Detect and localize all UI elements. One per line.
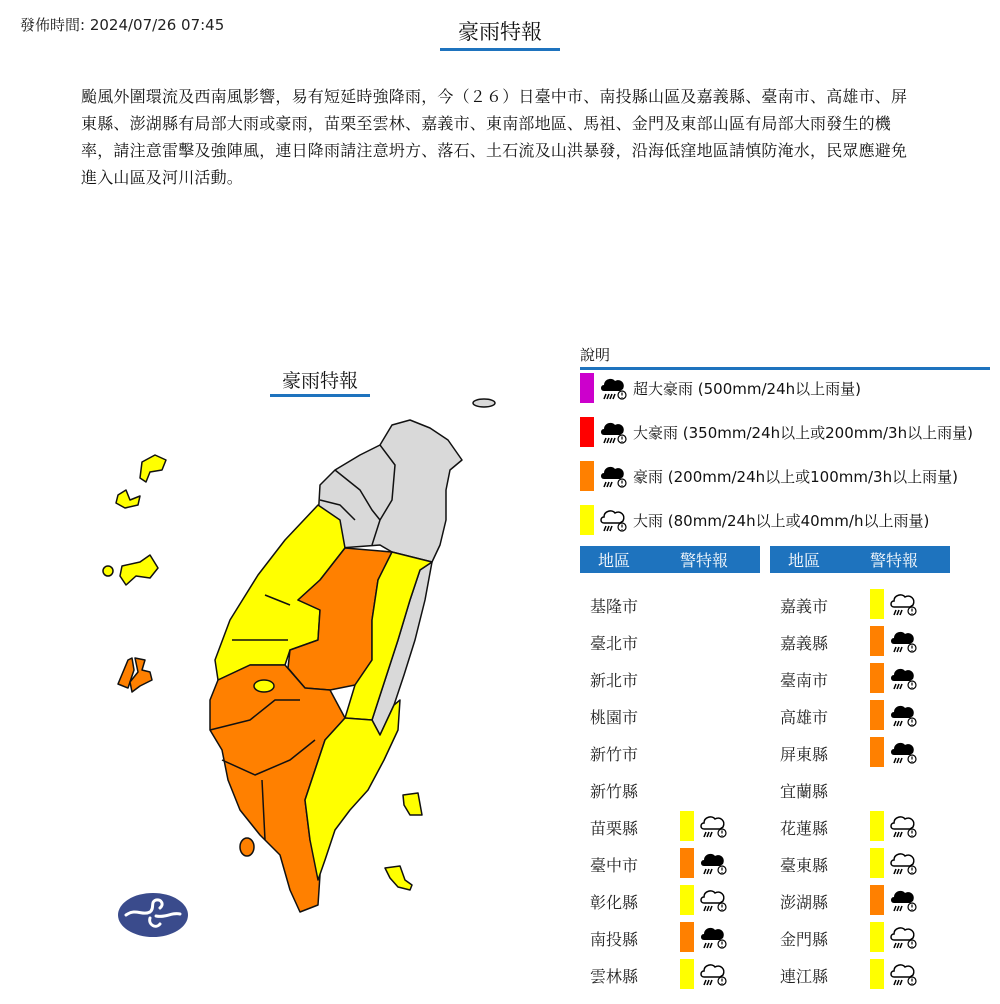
- legend-item-torrential: [580, 417, 973, 447]
- cloud-rain-outline-icon: [888, 589, 918, 619]
- cloud-rain-filled-icon: [888, 700, 918, 730]
- warning-level-swatch: [870, 737, 884, 767]
- region-name: 澎湖縣: [780, 893, 829, 912]
- cloud-rain-filled-icon: [698, 922, 728, 952]
- map-island-orchid: [385, 866, 412, 890]
- map-island-green: [403, 793, 422, 815]
- warning-level-swatch: [680, 848, 694, 878]
- cloud-rain-filled-icon: [698, 848, 728, 878]
- warning-level-swatch: [870, 885, 884, 915]
- table-row: [580, 959, 760, 989]
- header-warning: 警特報: [680, 551, 729, 570]
- warning-level-swatch: [870, 589, 884, 619]
- table-row: [580, 774, 760, 804]
- cloud-rain-outline-icon: [888, 922, 918, 952]
- table-row: [580, 848, 760, 878]
- table-row: [580, 589, 760, 619]
- region-name: 屏東縣: [780, 745, 829, 764]
- region-name: 基隆市: [590, 597, 639, 616]
- map-island-kinmen: [120, 555, 158, 585]
- map-island-matsu-2: [116, 490, 140, 508]
- region-name: 臺南市: [780, 671, 829, 690]
- cloud-rain-outline-icon: [698, 959, 728, 989]
- table-row: [580, 700, 760, 730]
- table-row: [770, 811, 950, 841]
- cloud-rain-outline-icon: [888, 959, 918, 989]
- warning-level-swatch: [870, 663, 884, 693]
- legend-label: 大豪雨 (350mm/24h以上或200mm/3h以上雨量): [633, 423, 973, 442]
- region-name: 臺北市: [590, 634, 639, 653]
- header-region: 地區: [598, 551, 631, 570]
- region-name: 新北市: [590, 671, 639, 690]
- table-row: [770, 700, 950, 730]
- region-name: 南投縣: [590, 930, 639, 949]
- table-header-left: [580, 546, 760, 573]
- cloud-rain-filled-icon: [598, 417, 628, 447]
- table-row: [770, 663, 950, 693]
- table-row: [770, 959, 950, 989]
- warning-level-swatch: [680, 811, 694, 841]
- region-name: 連江縣: [780, 967, 829, 986]
- legend-swatch: [580, 461, 594, 491]
- region-name: 臺東縣: [780, 856, 829, 875]
- legend-swatch: [580, 505, 594, 535]
- legend-swatch: [580, 417, 594, 447]
- table-row: [770, 774, 950, 804]
- cloud-rain-filled-icon: [598, 461, 628, 491]
- region-name: 嘉義市: [780, 597, 829, 616]
- page-title: 豪雨特報: [440, 16, 560, 51]
- region-name: 臺中市: [590, 856, 639, 875]
- region-name: 彰化縣: [590, 893, 639, 912]
- legend-label: 豪雨 (200mm/24h以上或100mm/3h以上雨量): [633, 467, 958, 486]
- region-name: 高雄市: [780, 708, 829, 727]
- map-island-matsu-1: [140, 455, 166, 482]
- table-row: [770, 589, 950, 619]
- table-row: [580, 885, 760, 915]
- header-region: 地區: [788, 551, 821, 570]
- legend-label: 大雨 (80mm/24h以上或40mm/h以上雨量): [633, 511, 930, 530]
- warning-level-swatch: [870, 848, 884, 878]
- warning-level-swatch: [870, 626, 884, 656]
- cloud-rain-outline-icon: [698, 811, 728, 841]
- cloud-rain-filled-icon: [888, 737, 918, 767]
- region-name: 花蓮縣: [780, 819, 829, 838]
- table-row: [770, 885, 950, 915]
- table-row: [770, 737, 950, 767]
- warning-level-swatch: [680, 885, 694, 915]
- table-row: [580, 626, 760, 656]
- legend-label: 超大豪雨 (500mm/24h以上雨量): [633, 379, 861, 398]
- taiwan-warning-map: [0, 380, 560, 1000]
- legend-item-heavy: [580, 505, 929, 535]
- legend-item-extremely-heavy: [580, 461, 958, 491]
- map-title: 豪雨特報: [270, 366, 370, 397]
- region-name: 新竹縣: [590, 782, 639, 801]
- legend-title: 說明: [580, 344, 990, 370]
- region-name: 新竹市: [590, 745, 639, 764]
- warning-level-swatch: [870, 959, 884, 989]
- cloud-rain-outline-icon: [598, 505, 628, 535]
- table-row: [770, 848, 950, 878]
- table-row: [580, 737, 760, 767]
- warning-level-swatch: [680, 922, 694, 952]
- warning-level-swatch: [680, 959, 694, 989]
- cloud-rain-outline-icon: [888, 848, 918, 878]
- region-name: 金門縣: [780, 930, 829, 949]
- warning-level-swatch: [870, 922, 884, 952]
- cloud-rain-outline-icon: [888, 811, 918, 841]
- table-row: [770, 626, 950, 656]
- region-name: 嘉義縣: [780, 634, 829, 653]
- table-header-right: [770, 546, 950, 573]
- cloud-rain-outline-icon: [698, 885, 728, 915]
- header-warning: 警特報: [870, 551, 919, 570]
- table-row: [770, 922, 950, 952]
- cloud-rain-filled-icon: [888, 885, 918, 915]
- legend-swatch: [580, 373, 594, 403]
- table-row: [580, 811, 760, 841]
- issue-time: 發佈時間: 2024/07/26 07:45: [20, 16, 225, 34]
- table-row: [580, 922, 760, 952]
- warning-level-swatch: [870, 811, 884, 841]
- region-name: 宜蘭縣: [780, 782, 829, 801]
- warning-description: 颱風外圍環流及西南風影響，易有短延時強降雨，今（２６）日臺中市、南投縣山區及嘉義縣、臺南市、高雄市、屏東縣、澎湖縣有局部大雨或豪雨，苗栗至雲林、嘉義市、東南部地區、馬祖、金門及東部山區有局部大雨發生的機率，請注意雷擊及強陣風，連日降雨請注意坍方、落石、土石流及山洪暴發，沿海低窪地區請慎防淹水，民眾應避免進入山區及河川活動。: [81, 87, 908, 187]
- region-name: 雲林縣: [590, 967, 639, 986]
- cloud-rain-filled-icon: [598, 373, 628, 403]
- cloud-rain-filled-icon: [888, 663, 918, 693]
- cloud-rain-filled-icon: [888, 626, 918, 656]
- warning-level-swatch: [870, 700, 884, 730]
- table-row: [580, 663, 760, 693]
- legend-item-extremely-torrential: [580, 373, 861, 403]
- cwa-logo-icon: [118, 893, 188, 937]
- region-name: 苗栗縣: [590, 819, 639, 838]
- region-name: 桃園市: [590, 708, 639, 727]
